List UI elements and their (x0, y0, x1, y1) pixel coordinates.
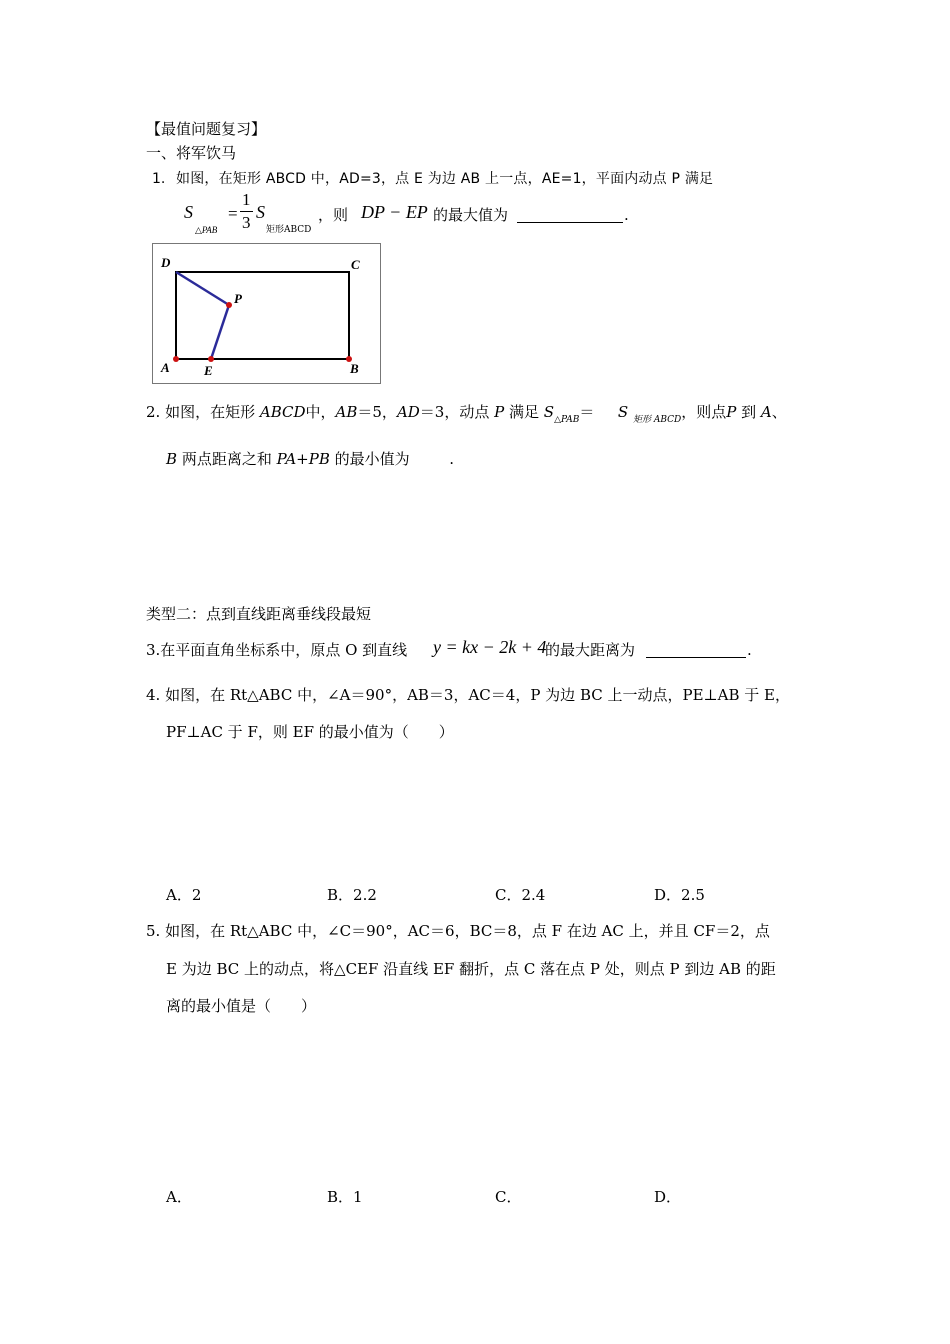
q5-option-a[interactable]: A． (166, 1188, 192, 1206)
label-b: B (350, 361, 359, 376)
q2-dun: 、 (771, 403, 787, 421)
point-e (208, 356, 214, 362)
q5-option-d[interactable]: D． (654, 1188, 682, 1206)
q2-period: . (449, 450, 454, 468)
q4-option-a[interactable]: A．2 (166, 886, 202, 904)
q4-option-c[interactable]: C．2.4 (495, 886, 546, 904)
section-title-2: 类型二：点到直线距离垂线段最短 (146, 605, 372, 623)
q2-tail: 的最小值为 (334, 450, 410, 468)
figure-rectangle-abcd (152, 243, 381, 384)
q2-s1: S (543, 403, 555, 421)
q5-line2: E 为边 BC 上的动点，将△CEF 沿直线 EF 翻折，点 C 落在点 P 处，则点 P 到边 AB 的距 (166, 960, 776, 978)
section-title-1: 一、将军饮马 (146, 144, 237, 162)
segment-pe (211, 305, 229, 359)
q2-abcd: ABCD (259, 403, 306, 421)
figure1-svg (153, 244, 382, 385)
rectangle-abcd (176, 272, 349, 359)
q1-s-symbol: S (184, 202, 193, 222)
q4-option-b[interactable]: B．2.2 (327, 886, 377, 904)
page-title: 【最值问题复习】 (146, 120, 267, 138)
point-a (173, 356, 179, 362)
q2-ab: AB (335, 403, 358, 421)
label-p: P (234, 291, 242, 306)
q2-p: P (494, 403, 505, 421)
q5-option-b[interactable]: B．1 (327, 1188, 363, 1206)
q2-eq3: ＝3，动点 (419, 403, 490, 421)
q2-eq5: ＝5， (357, 403, 397, 421)
q3-tail: 的最大距离为 (545, 641, 636, 659)
q2-eqsign: ＝ (579, 403, 595, 421)
q2-b: B (166, 450, 178, 468)
label-c: C (351, 257, 360, 272)
label-e: E (204, 363, 213, 378)
q1-sub-rect: 矩形ABCD (266, 225, 312, 235)
q2-to: 到 (741, 403, 757, 421)
q2-line1 (146, 403, 787, 424)
q3-pre: 3.在平面直角坐标系中，原点 O 到直线 (146, 641, 408, 659)
q2-rest: 两点距离之和 (181, 450, 272, 468)
q1-frac-bar (240, 211, 253, 212)
q3-expr: y = kx − 2k + 4 (433, 637, 547, 657)
q3-period: . (747, 641, 752, 659)
q5-line1: 5. 如图，在 Rt△ABC 中，∠C＝90°，AC＝6，BC＝8，点 F 在边 AC 上，并且 CF＝2，点 (146, 922, 770, 940)
q1-frac-den: 3 (242, 213, 251, 232)
q4-line1: 4. 如图，在 Rt△ABC 中，∠A＝90°，AB＝3，AC＝4，P 为边 BC 上一动点，PE⊥AB 于 E， (146, 686, 790, 704)
q5-option-c[interactable]: C． (495, 1188, 522, 1206)
q1-equals: = (228, 204, 238, 223)
q1-period: . (624, 206, 629, 224)
q2-then: ，则点 (681, 403, 727, 421)
q2-s2: S (617, 403, 629, 421)
q1-answer-blank[interactable] (517, 222, 623, 223)
q2-sub1: △PAB (554, 415, 580, 425)
q1-then: ，则 (318, 206, 349, 224)
q2-p2: P (726, 403, 737, 421)
q2-papb: PA+PB (276, 450, 330, 468)
q1-number: 1. (152, 171, 166, 187)
q4-option-d[interactable]: D．2.5 (654, 886, 705, 904)
q1-text: 如图，在矩形 ABCD 中，AD=3，点 E 为边 AB 上一点，AE=1，平面内动点 P 满足 (176, 171, 714, 187)
q2-zhong: 中， (305, 403, 336, 421)
label-a: A (161, 360, 170, 375)
q1-expr: DP − EP (361, 202, 428, 222)
q2-line2 (166, 450, 454, 468)
q2-sub2: 矩形 ABCD (632, 415, 682, 425)
segment-dp (176, 272, 229, 305)
q2-a: A (760, 403, 772, 421)
q1-s-symbol-2: S (256, 202, 265, 222)
q1-sub-pab: △PAB (195, 225, 218, 235)
q2-intro: 2. 如图，在矩形 (146, 403, 256, 421)
q1-tail: 的最大值为 (433, 206, 509, 224)
q2-ad: AD (396, 403, 420, 421)
q3-answer-blank[interactable] (646, 657, 746, 658)
point-p (226, 302, 232, 308)
q5-line3: 离的最小值是（ ） (166, 997, 317, 1015)
label-d: D (161, 255, 171, 270)
q2-satisfy: 满足 (509, 403, 540, 421)
q1-frac-num: 1 (242, 190, 251, 209)
q4-line2: PF⊥AC 于 F，则 EF 的最小值为（ ） (166, 723, 454, 741)
